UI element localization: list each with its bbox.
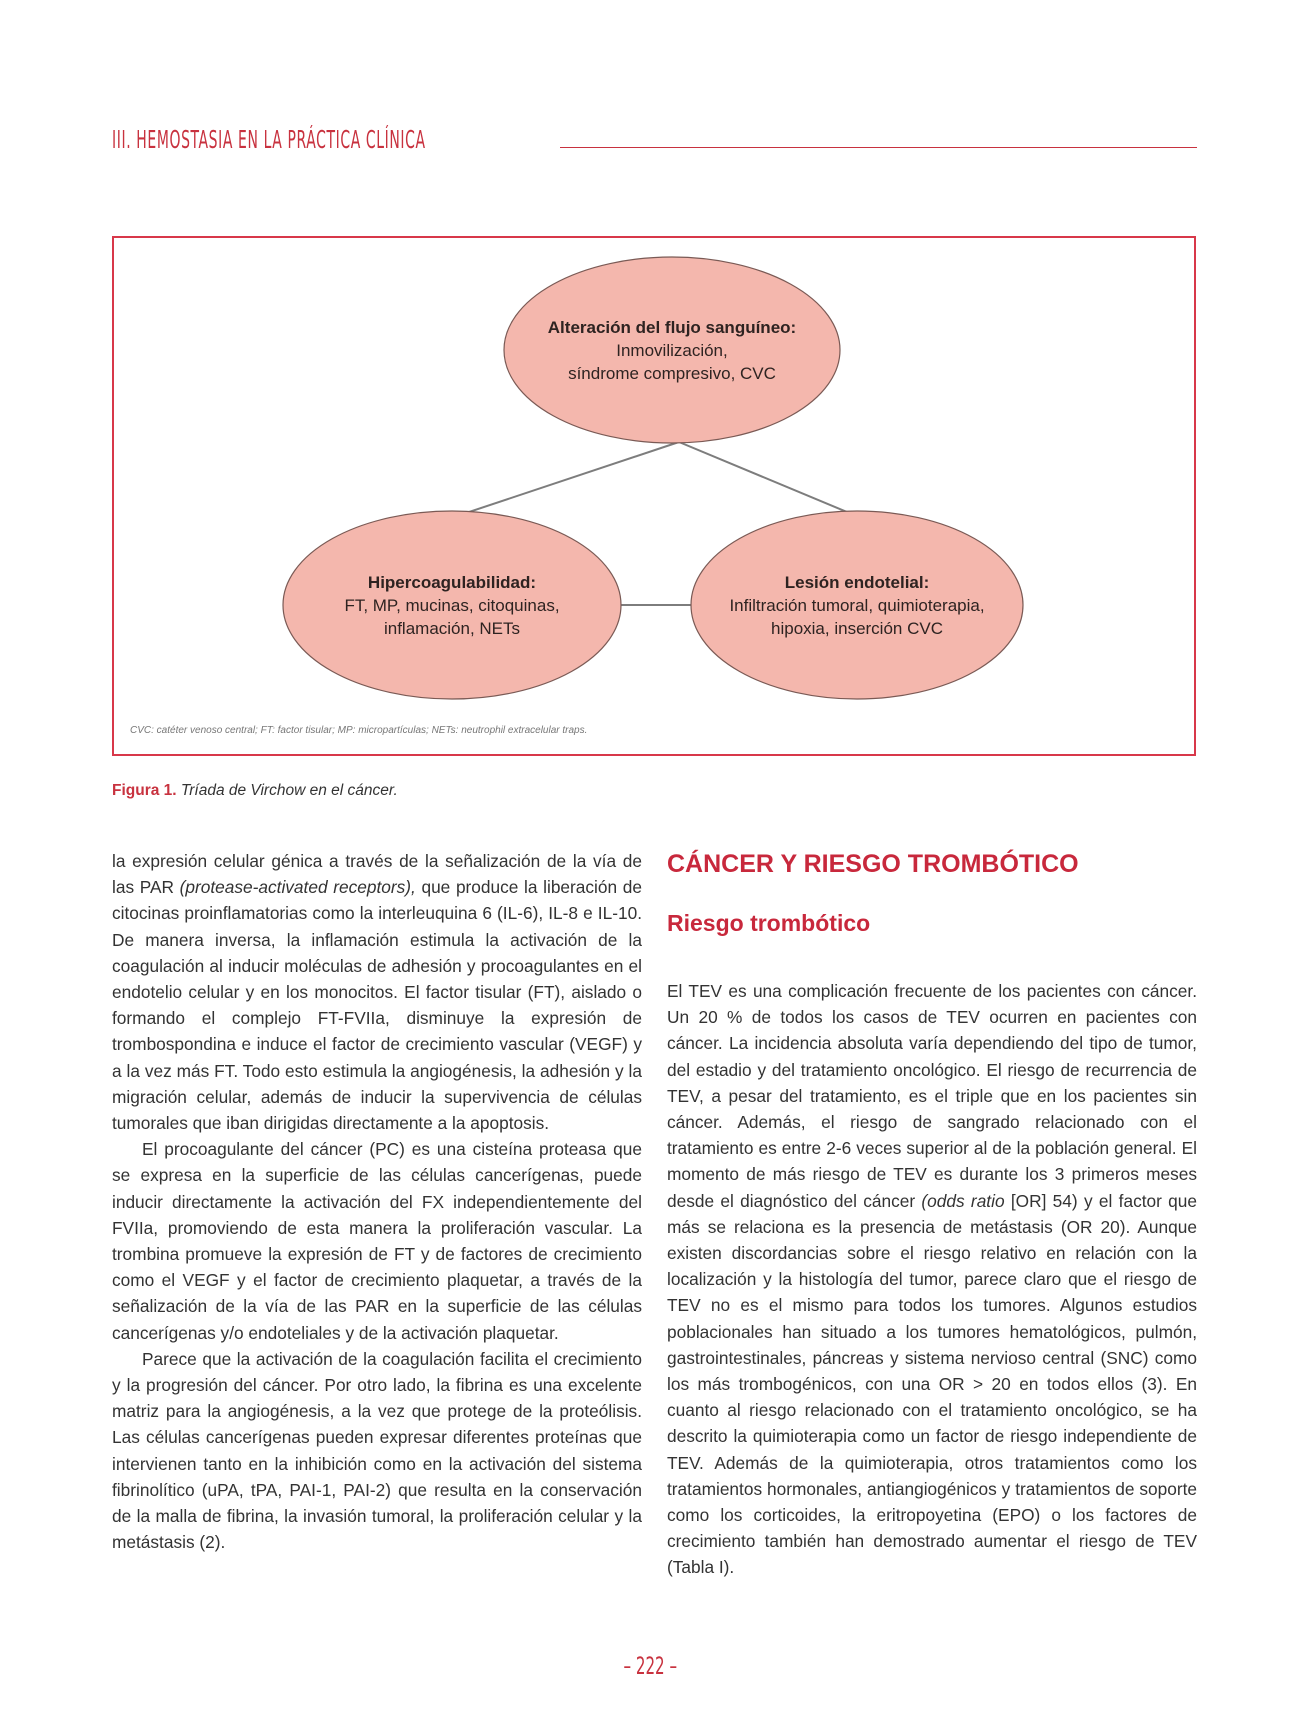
node-title: Alteración del flujo sanguíneo: xyxy=(547,318,797,337)
running-header xyxy=(112,118,1197,152)
connector-top-left xyxy=(454,442,679,517)
connector-top-right xyxy=(679,442,859,517)
paragraph-text: El TEV es una complicación frecuente de los pacientes con cáncer. Un 20 % de todos los casos de TEV ocurren en pacientes con cáncer. La incidencia absoluta varía dependiendo del tipo de tumor, del estadio y del tratamiento oncológico. El riesgo de recurrencia de TEV, a pesar del tratamiento, es el triple que en los pacientes sin cáncer. Además, el riesgo de sangrado relacionado con el tratamiento es entre 2-6 veces superior al de la población general. El momento de más riesgo de TEV es durante los 3 primeros meses desde el diagnóstico del cáncer xyxy=(667,981,1197,1211)
chapter-title: III. HEMOSTASIA EN LA PRÁCTICA CLÍNICA xyxy=(112,125,426,154)
figure-caption-label: Figura 1. xyxy=(112,782,177,799)
italic-term: (odds ratio xyxy=(921,1190,1005,1211)
paragraph-text: [OR] 54) y el factor que más se relaciona es la presencia de metástasis (OR 20). Aunque existen discordancias sobre el riesgo relativo en relación con la localización y la histología del tumor, parece claro que el riesgo de TEV no es el mismo para todos los tumores. Algunos estudios poblacionales han situado a los tumores hematológicos, pulmón, gastrointestinales, páncreas y sistema nervioso central (SNC) como los más trombogénicos, con una OR > 20 en todos ellos (3). En cuanto al riesgo relacionado con el tratamiento oncológico, se ha descrito la quimioterapia como un factor de riesgo independiente de TEV. Además de la quimioterapia, otros tratamientos como los tratamientos hormonales, antiangiogénicos y tratamientos de soporte como los corticoides, la eritropoyetina (EPO) o los factores de crecimiento también han demostrado aumentar el riesgo de TEV (Tabla I). xyxy=(667,1190,1198,1578)
figure-virchow-triad xyxy=(112,236,1196,756)
section-heading: CÁNCER Y RIESGO TROMBÓTICO xyxy=(667,850,1079,878)
paragraph-text: Parece que la activación de la coagulación facilita el crecimiento y la progresión del cáncer. Por otro lado, la fibrina es una excelente matriz para la angiogénesis, a la vez que protege de la proteólisis. Las células cancerígenas pueden expresar diferentes proteínas que intervienen tanto en la inhibición como en la activación del sistema fibrinolítico (uPA, tPA, PAI-1, PAI-2) que resulta en la conservación de la malla de fibrina, la invasión tumoral, la proliferación celular y la metástasis (2). xyxy=(112,1348,642,1553)
body-paragraph xyxy=(112,1136,642,1346)
node-line: síndrome compresivo, CVC xyxy=(568,364,776,383)
figure-caption-text: Tríada de Virchow en el cáncer. xyxy=(180,782,398,799)
node-line: FT, MP, mucinas, citoquinas, xyxy=(344,596,560,615)
body-paragraph xyxy=(112,848,642,1136)
page-number-text: – 222 – xyxy=(623,1652,677,1680)
node-title: Hipercoagulabilidad: xyxy=(367,573,537,592)
right-column-body xyxy=(667,978,1197,1581)
paragraph-text: la expresión celular génica a través de la señalización de la vía de las PAR xyxy=(112,851,642,898)
node-line: inflamación, NETs xyxy=(383,619,521,638)
node-lesion xyxy=(687,571,1027,640)
subsection-heading: Riesgo trombótico xyxy=(667,910,871,936)
left-column xyxy=(112,848,642,1555)
page-number xyxy=(0,1652,1300,1680)
node-title: Lesión endotelial: xyxy=(784,573,930,592)
figure-abbreviations: CVC: catéter venoso central; FT: factor tisular; MP: micropartículas; NETs: neutrophil extracelular traps. xyxy=(130,725,588,736)
node-line: Infiltración tumoral, quimioterapia, xyxy=(729,596,985,615)
header-rule xyxy=(560,147,1197,148)
italic-term: (protease-activated receptors), xyxy=(179,877,416,898)
node-line: hipoxia, inserción CVC xyxy=(771,619,943,638)
node-line: Inmovilización, xyxy=(616,341,728,360)
right-column xyxy=(667,848,1197,1581)
figure-caption xyxy=(112,782,398,800)
node-hipercoagulabilidad xyxy=(284,571,620,640)
node-flujo xyxy=(504,316,840,385)
paragraph-text: que produce la liberación de citocinas proinflamatorias como la interleuquina 6 (IL-6), IL-8 e IL-10. De manera inversa, la inflamación estimula la activación de la coagulación al inducir moléculas de adhesión y procoagulantes en el endotelio celular y en los monocitos. El factor tisular (FT), aislado o formando el complejo FT-FVIIa, disminuye la expresión de trombospondina e induce el factor de crecimiento vascular (VEGF) y a la vez más FT. Todo esto estimula la angiogénesis, la adhesión y la migración celular, además de inducir la supervivencia de células tumorales que iban dirigidas directamente a la apoptosis. xyxy=(112,877,642,1134)
body-paragraph xyxy=(112,1346,642,1556)
paragraph-text: El procoagulante del cáncer (PC) es una cisteína proteasa que se expresa en la superficie de las células cancerígenas, puede inducir directamente la activación del FX independientemente del FVIIa, promoviendo de esta manera la proliferación vascular. La trombina promueve la expresión de FT y de factores de crecimiento como el VEGF y el factor de crecimiento plaquetar, a través de la señalización de la vía de las PAR en la superficie de las células cancerígenas y/o endoteliales y de la activación plaquetar. xyxy=(112,1139,642,1343)
body-paragraph xyxy=(667,978,1197,1581)
